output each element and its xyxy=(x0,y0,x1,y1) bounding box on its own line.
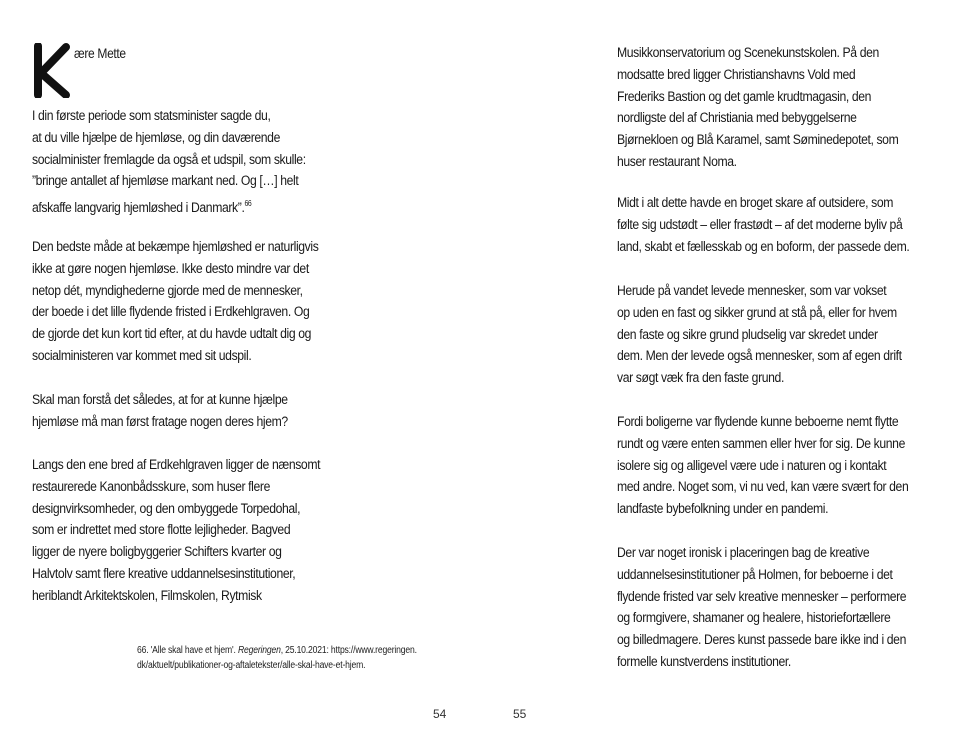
footnote-url-part1[interactable]: , 25.10.2021: https://www.regeringen. xyxy=(280,645,417,656)
footnote-source: Regeringen xyxy=(237,645,281,656)
paragraph xyxy=(32,390,288,434)
text-line: Herude på vandet levede mennesker, som var vokset xyxy=(617,283,887,299)
text-line: land, skabt et fællesskab og en boform, der passede dem. xyxy=(617,238,910,255)
text-line: restaurerede Kanonbådsskure, som huser flere xyxy=(32,478,270,495)
text-line: op uden en fast og sikker grund at stå på, eller for hvem xyxy=(617,304,897,321)
greeting: ære Mette xyxy=(74,45,126,61)
text-line: socialministeren var kommet med sit udspil. xyxy=(32,347,252,364)
text-line: Bjørnekloen og Blå Karamel, samt Søminedepotet, som xyxy=(617,132,899,149)
text-line: huser restaurant Noma. xyxy=(617,153,737,170)
page-number-left: 54 xyxy=(433,707,447,721)
text-line: med andre. Noget som, vi nu ved, kan være svært for den xyxy=(617,479,909,496)
paragraph xyxy=(617,412,908,521)
text-line: de gjorde det kun kort tid efter, at du havde udtalt dig og xyxy=(32,326,312,343)
text-line: formelle kunstverdens institutioner. xyxy=(617,653,791,670)
text-line: Langs den ene bred af Erdkehlgraven ligger de nænsomt xyxy=(32,457,321,473)
text-line: uddannelsesinstitutioner på Holmen, for beboerne i det xyxy=(617,566,893,583)
text-line: der boede i det lille flydende fristed i Erdkehlgraven. Og xyxy=(32,304,310,321)
paragraph xyxy=(32,106,306,220)
text-line: den faste og sikre grund pludselig var skredet under xyxy=(617,326,878,343)
text-line: at du ville hjælpe de hjemløse, og din daværende xyxy=(32,129,280,146)
page-number-right: 55 xyxy=(513,707,527,721)
text-line: og formgivere, shamaner og healere, historiefortællere xyxy=(617,610,891,627)
text-line: designvirksomheder, og den ombyggede Torpedohal, xyxy=(32,500,301,517)
text-line: Halvtolv samt flere kreative uddannelsesinstitutioner, xyxy=(32,565,296,582)
text-line: Fordi boligerne var flydende kunne beboerne nemt flytte xyxy=(617,414,899,430)
text-line: Midt i alt dette havde en broget skare af outsidere, som xyxy=(617,195,894,211)
footnote-title: 'Alle skal have et hjem'. xyxy=(150,645,236,656)
paragraph xyxy=(617,281,902,390)
text-line: ligger de nyere boligbyggerier Schifters kvarter og xyxy=(32,544,282,561)
footnote xyxy=(137,643,417,673)
footnote-url-part2[interactable]: dk/aktuelt/publikationer-og-aftaletekster/alle-skal-have-et-hjem. xyxy=(137,660,366,671)
text-line: isolere sig og alligevel være ude i naturen og i kontakt xyxy=(617,457,887,474)
text-line: hjemløse må man først fratage nogen deres hjem? xyxy=(32,413,288,430)
text-line: Frederiks Bastion og det gamle krudtmagasin, den xyxy=(617,88,872,105)
text-line: og billedmagere. Deres kunst passede bare ikke ind i den xyxy=(617,632,906,649)
paragraph xyxy=(617,43,898,174)
footnote-ref[interactable]: 66 xyxy=(244,199,252,209)
text-line: flydende fristed var selv kreative mennesker – performere xyxy=(617,588,907,605)
text-line: som er indrettet med store flotte lejligheder. Bagved xyxy=(32,522,291,539)
text-line: var søgt væk fra den faste grund. xyxy=(617,370,784,387)
text-line: Den bedste måde at bekæmpe hjemløshed er naturligvis xyxy=(32,239,319,255)
paragraph xyxy=(32,237,318,368)
paragraph xyxy=(617,193,909,258)
text-line: dem. Men der levede også mennesker, som af egen drift xyxy=(617,348,902,365)
text-line: følte sig udstødt – eller frastødt – af det moderne byliv på xyxy=(617,216,903,233)
drop-cap-k xyxy=(32,43,72,98)
text-line: heriblandt Arkitektskolen, Filmskolen, Rytmisk xyxy=(32,587,262,604)
text-line: rundt og være enten sammen eller hver for sig. De kunne xyxy=(617,435,905,452)
paragraph xyxy=(617,543,906,674)
text-line: ikke at gøre nogen hjemløse. Ikke desto mindre var det xyxy=(32,260,309,277)
text-line: socialminister fremlagde da også et udspil, som skulle: xyxy=(32,151,306,168)
text-line: ”bringe antallet af hjemløse markant ned. Og […] helt xyxy=(32,173,299,190)
text-line: netop dét, myndighederne gjorde med de mennesker, xyxy=(32,282,303,299)
text-line: Musikkonservatorium og Scenekunstskolen. På den xyxy=(617,45,879,61)
footnote-number: 66. xyxy=(137,645,149,656)
text-line: Skal man forstå det således, at for at kunne hjælpe xyxy=(32,392,288,408)
text-line: modsatte bred ligger Christianshavns Vold med xyxy=(617,66,856,83)
text-line: I din første periode som statsminister sagde du, xyxy=(32,108,271,124)
text-line: Der var noget ironisk i placeringen bag de kreative xyxy=(617,545,870,561)
text-line: afskaffe langvarig hjemløshed i Danmark”. xyxy=(32,200,245,217)
text-line: nordligste del af Christiania med bebyggelserne xyxy=(617,110,857,127)
text-line: landfaste bybefolkning under en pandemi. xyxy=(617,501,829,518)
paragraph xyxy=(32,455,320,608)
